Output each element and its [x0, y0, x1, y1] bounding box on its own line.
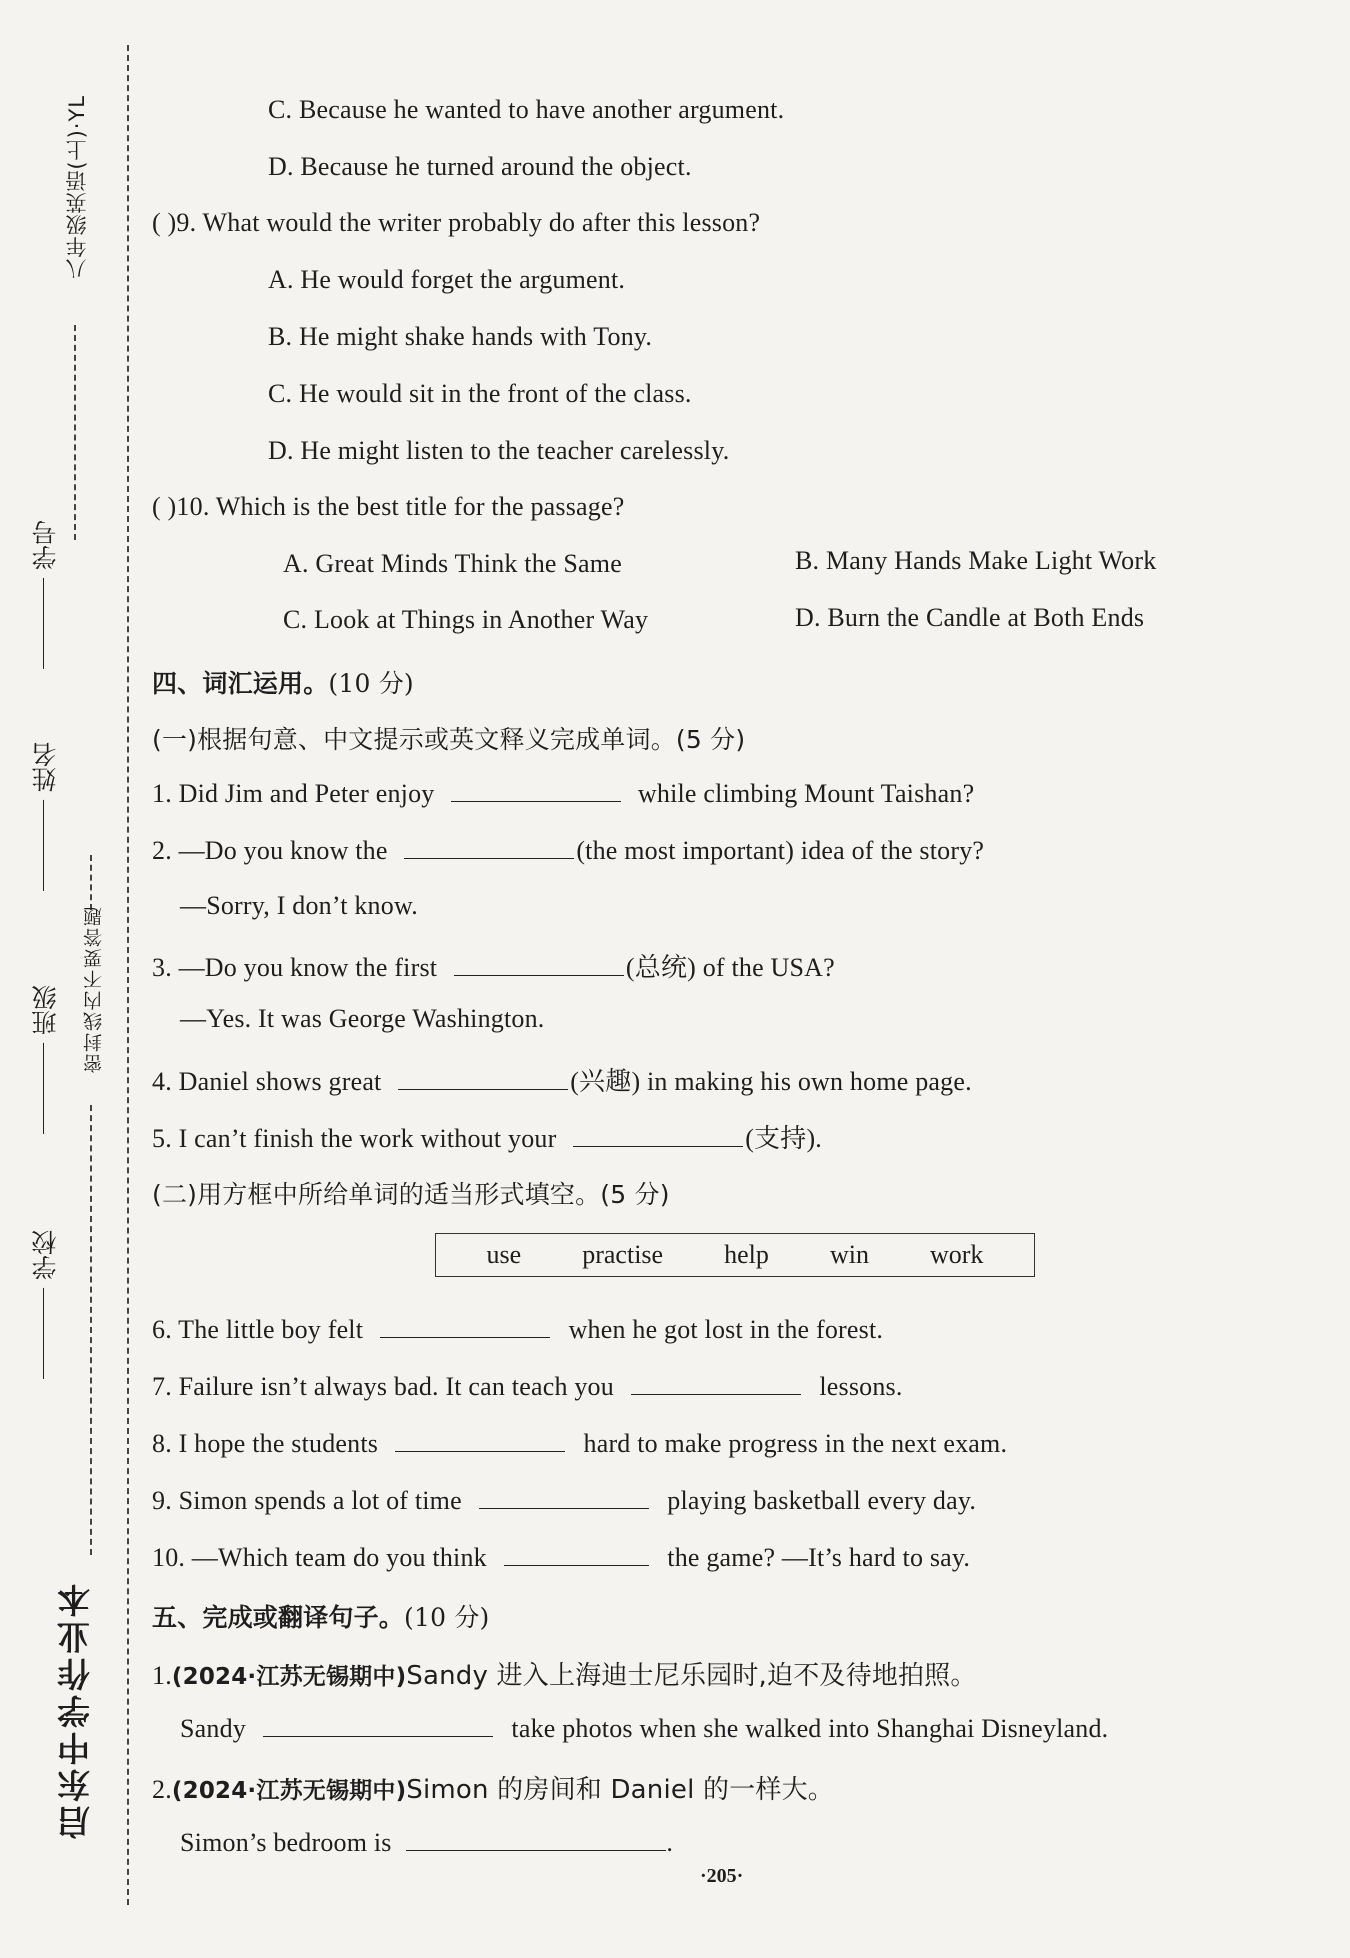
- fill-item-6-blank[interactable]: [380, 1313, 550, 1338]
- vocab-item-5-text: 5. I can’t finish the work without your: [152, 1124, 557, 1153]
- translate-item-1-en-start: Sandy: [180, 1714, 246, 1743]
- fill-item-7-rest: lessons.: [819, 1372, 903, 1401]
- vocab-item-3-reply: —Yes. It was George Washington.: [180, 1004, 545, 1033]
- vocab-item-2-text: 2. —Do you know the: [152, 836, 388, 865]
- translate-item-2-answer: [180, 1826, 673, 1858]
- vocab-item-5-blank[interactable]: [573, 1122, 743, 1147]
- q10-option-c: C. Look at Things in Another Way: [283, 605, 649, 634]
- section4-part1-heading: (一)根据句意、中文提示或英文释义完成单词。(5 分): [152, 725, 746, 754]
- book-header: 八年级英语(上)·YL: [65, 95, 89, 280]
- section5-title: 五、完成或翻译句子。: [152, 1603, 405, 1632]
- vocab-item-4-rest: (兴趣) in making his own home page.: [570, 1067, 972, 1096]
- translate-item-1-chinese: Sandy 进入上海迪士尼乐园时,迫不及待地拍照。: [406, 1661, 977, 1691]
- translate-item-1: [152, 1655, 977, 1692]
- q9-stem: 9. What would the writer probably do after this lesson?: [176, 208, 761, 237]
- seal-dash-lower: [90, 1105, 92, 1555]
- vocab-item-3: [152, 947, 835, 984]
- fill-item-7: [152, 1370, 903, 1402]
- q10-option-b: B. Many Hands Make Light Work: [795, 546, 1157, 575]
- q9-option-b: B. He might shake hands with Tony.: [268, 322, 653, 351]
- word-bank-word: use: [486, 1240, 522, 1269]
- seal-dash-upper: [90, 855, 92, 910]
- fill-item-10: [152, 1541, 970, 1573]
- translate-item-2-chinese: Simon 的房间和 Daniel 的一样大。: [406, 1775, 834, 1805]
- translate-item-2-en-start: Simon’s bedroom is: [180, 1828, 392, 1857]
- vocab-item-5: [152, 1118, 822, 1155]
- q10-option-a: A. Great Minds Think the Same: [283, 549, 622, 578]
- student-school-blank[interactable]: [44, 1288, 45, 1379]
- translate-item-1-en-end: take photos when she walked into Shanghai Disneyland.: [511, 1714, 1109, 1743]
- translate-item-1-answer: [180, 1712, 1108, 1744]
- vocab-item-1: [152, 777, 974, 809]
- vocab-item-3-blank[interactable]: [454, 951, 624, 976]
- q10-stem-line: [152, 492, 624, 522]
- student-id-blank[interactable]: [44, 578, 45, 669]
- section4-title: 四、词汇运用。: [152, 669, 329, 698]
- fill-item-9-blank[interactable]: [479, 1484, 649, 1509]
- fill-item-7-text: 7. Failure isn’t always bad. It can teach you: [152, 1372, 614, 1401]
- seal-notice: 密封线内不要答题: [83, 905, 105, 1073]
- fill-item-10-text: 10. —Which team do you think: [152, 1543, 487, 1572]
- q10-option-d: D. Burn the Candle at Both Ends: [795, 603, 1145, 632]
- fill-item-8: [152, 1427, 1007, 1459]
- student-id-field: [28, 520, 64, 669]
- fill-item-6: [152, 1313, 883, 1345]
- q10-stem: 10. Which is the best title for the passage?: [176, 492, 625, 521]
- word-bank-box: [435, 1233, 1035, 1277]
- word-bank-word: practise: [582, 1240, 664, 1269]
- word-bank-word: work: [929, 1240, 984, 1269]
- translate-item-2-source: (2024·江苏无锡期中): [171, 1778, 407, 1804]
- vocab-item-2-reply: —Sorry, I don’t know.: [180, 891, 418, 920]
- fill-item-9: [152, 1484, 976, 1516]
- translate-item-2-en-end: .: [666, 1828, 674, 1857]
- student-id-label: 学号: [31, 520, 60, 570]
- student-name-field: [28, 742, 64, 891]
- q9-option-d: D. He might listen to the teacher carelessly.: [268, 436, 730, 465]
- section4-score: (10 分): [328, 669, 414, 698]
- fill-item-9-text: 9. Simon spends a lot of time: [152, 1486, 462, 1515]
- student-class-blank[interactable]: [44, 1043, 45, 1134]
- vocab-item-2-blank[interactable]: [404, 834, 574, 859]
- vocab-item-2: [152, 834, 984, 866]
- vocab-item-4-text: 4. Daniel shows great: [152, 1067, 382, 1096]
- vocab-item-4: [152, 1061, 972, 1098]
- student-school-label: 学校: [31, 1230, 60, 1280]
- fill-item-7-blank[interactable]: [631, 1370, 801, 1395]
- section4-part2-heading: (二)用方框中所给单词的适当形式填空。(5 分): [152, 1180, 670, 1209]
- fill-item-10-blank[interactable]: [504, 1541, 649, 1566]
- vocab-item-3-text: 3. —Do you know the first: [152, 953, 438, 982]
- vocab-item-4-blank[interactable]: [398, 1065, 568, 1090]
- q9-option-a: A. He would forget the argument.: [268, 265, 626, 294]
- student-class-field: [28, 985, 64, 1134]
- vocab-item-5-rest: (支持).: [745, 1124, 823, 1153]
- section5-score: (10 分): [404, 1603, 490, 1632]
- student-name-label: 姓名: [31, 742, 60, 792]
- translate-item-2-number: 2.: [152, 1775, 172, 1804]
- word-bank-word: win: [829, 1240, 869, 1269]
- translate-item-1-blank[interactable]: [263, 1712, 493, 1737]
- fill-item-6-rest: when he got lost in the forest.: [568, 1315, 884, 1344]
- page-number: ·205·: [700, 1865, 744, 1887]
- translate-item-1-number: 1.: [152, 1661, 172, 1690]
- fill-item-9-rest: playing basketball every day.: [667, 1486, 977, 1515]
- margin-dash-top: [74, 325, 76, 540]
- vocab-item-1-rest: while climbing Mount Taishan?: [637, 779, 975, 808]
- q8-option-d: D. Because he turned around the object.: [268, 152, 692, 181]
- student-school-field: [28, 1230, 64, 1379]
- binding-dashed-line: [127, 45, 129, 1905]
- translate-item-2-blank[interactable]: [406, 1826, 666, 1851]
- fill-item-8-rest: hard to make progress in the next exam.: [583, 1429, 1008, 1458]
- translate-item-2: [152, 1769, 834, 1806]
- vocab-item-1-text: 1. Did Jim and Peter enjoy: [152, 779, 435, 808]
- student-name-blank[interactable]: [44, 800, 45, 891]
- vocab-item-2-rest: (the most important) idea of the story?: [576, 836, 985, 865]
- q8-option-c: C. Because he wanted to have another argument.: [268, 95, 785, 124]
- q10-answer-paren[interactable]: ( ): [152, 492, 177, 521]
- section5-heading: [152, 1598, 489, 1634]
- word-bank-word: help: [724, 1240, 769, 1269]
- q9-stem-line: [152, 208, 760, 238]
- vocab-item-3-rest: (总统) of the USA?: [625, 953, 835, 982]
- school-name: 启东中学作业本: [56, 1580, 95, 1839]
- fill-item-8-blank[interactable]: [395, 1427, 565, 1452]
- section4-heading: [152, 664, 414, 700]
- fill-item-10-rest: the game? —It’s hard to say.: [667, 1543, 971, 1572]
- vocab-item-1-blank[interactable]: [451, 777, 621, 802]
- q9-answer-paren[interactable]: ( ): [152, 208, 177, 237]
- student-class-label: 班级: [31, 985, 60, 1035]
- fill-item-6-text: 6. The little boy felt: [152, 1315, 364, 1344]
- translate-item-1-source: (2024·江苏无锡期中): [171, 1664, 407, 1690]
- fill-item-8-text: 8. I hope the students: [152, 1429, 379, 1458]
- q9-option-c: C. He would sit in the front of the class.: [268, 379, 692, 408]
